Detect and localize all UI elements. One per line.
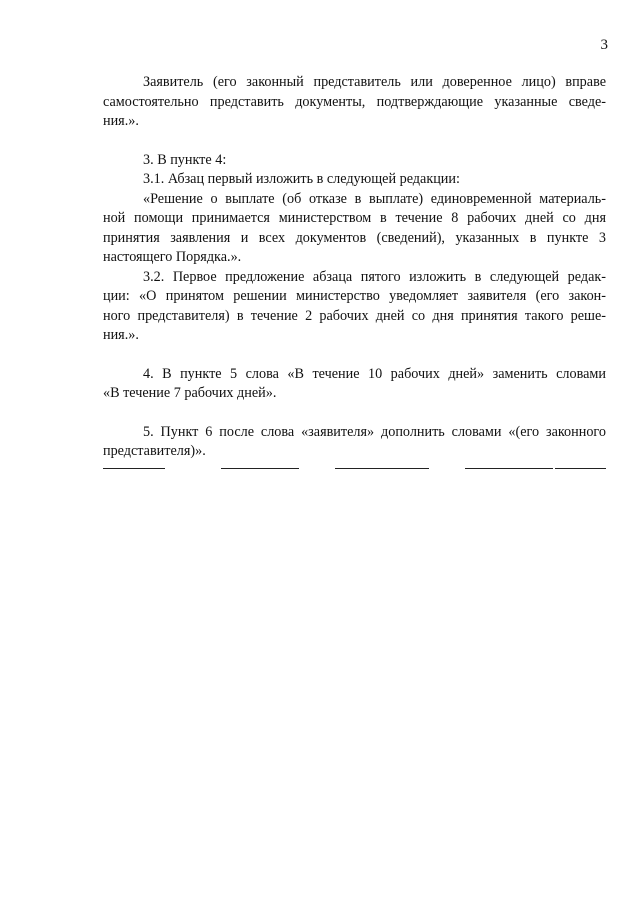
text-line: ной помощи принимается министерством в течение 8 рабочих дней со дня — [103, 210, 606, 226]
document-body — [103, 73, 606, 469]
text-line: ния.». — [103, 327, 139, 343]
text-line: настоящего Порядка.». — [103, 249, 242, 265]
paragraph-applicant-rights — [103, 73, 606, 132]
text-line: «Решение о выплате (об отказе в выплате) единовременной материаль- — [143, 190, 606, 207]
page-number: 3 — [600, 37, 608, 53]
text-line: Заявитель (его законный представитель или доверенное лицо) вправе — [143, 74, 606, 90]
text-line: 4. В пункте 5 слова «В течение 10 рабочих дней» заменить словами — [143, 365, 606, 382]
paragraph-item-3-1 — [103, 170, 606, 190]
paragraph-item-5 — [103, 423, 606, 462]
text-line: 3.1. Абзац первый изложить в следующей редакции: — [143, 171, 460, 187]
text-line: 3. В пункте 4: — [143, 151, 227, 168]
closing-rule — [103, 468, 606, 469]
text-line: «В течение 7 рабочих дней». — [103, 385, 277, 401]
text-line: 3.2. Первое предложение абзаца пятого изложить в следующей редак- — [143, 268, 606, 285]
text-line: ного представителя) в течение 2 рабочих дней со дня принятия такого реше- — [103, 307, 606, 324]
text-line: принятия заявления и всех документов (сведений), указанных в пункте 3 — [103, 229, 606, 246]
paragraph-decision-quote — [103, 190, 606, 268]
text-line: 5. Пункт 6 после слова «заявителя» дополнить словами «(его законного — [143, 423, 606, 440]
paragraph-item-4 — [103, 365, 606, 404]
paragraph-item-3 — [103, 151, 606, 171]
text-line: самостоятельно представить документы, подтверждающие указанные сведе- — [103, 93, 606, 110]
paragraph-item-3-2 — [103, 268, 606, 346]
text-line: представителя)». — [103, 443, 206, 459]
text-line: ния.». — [103, 113, 139, 129]
text-line: ции: «О принятом решении министерство уведомляет заявителя (его закон- — [103, 288, 606, 304]
